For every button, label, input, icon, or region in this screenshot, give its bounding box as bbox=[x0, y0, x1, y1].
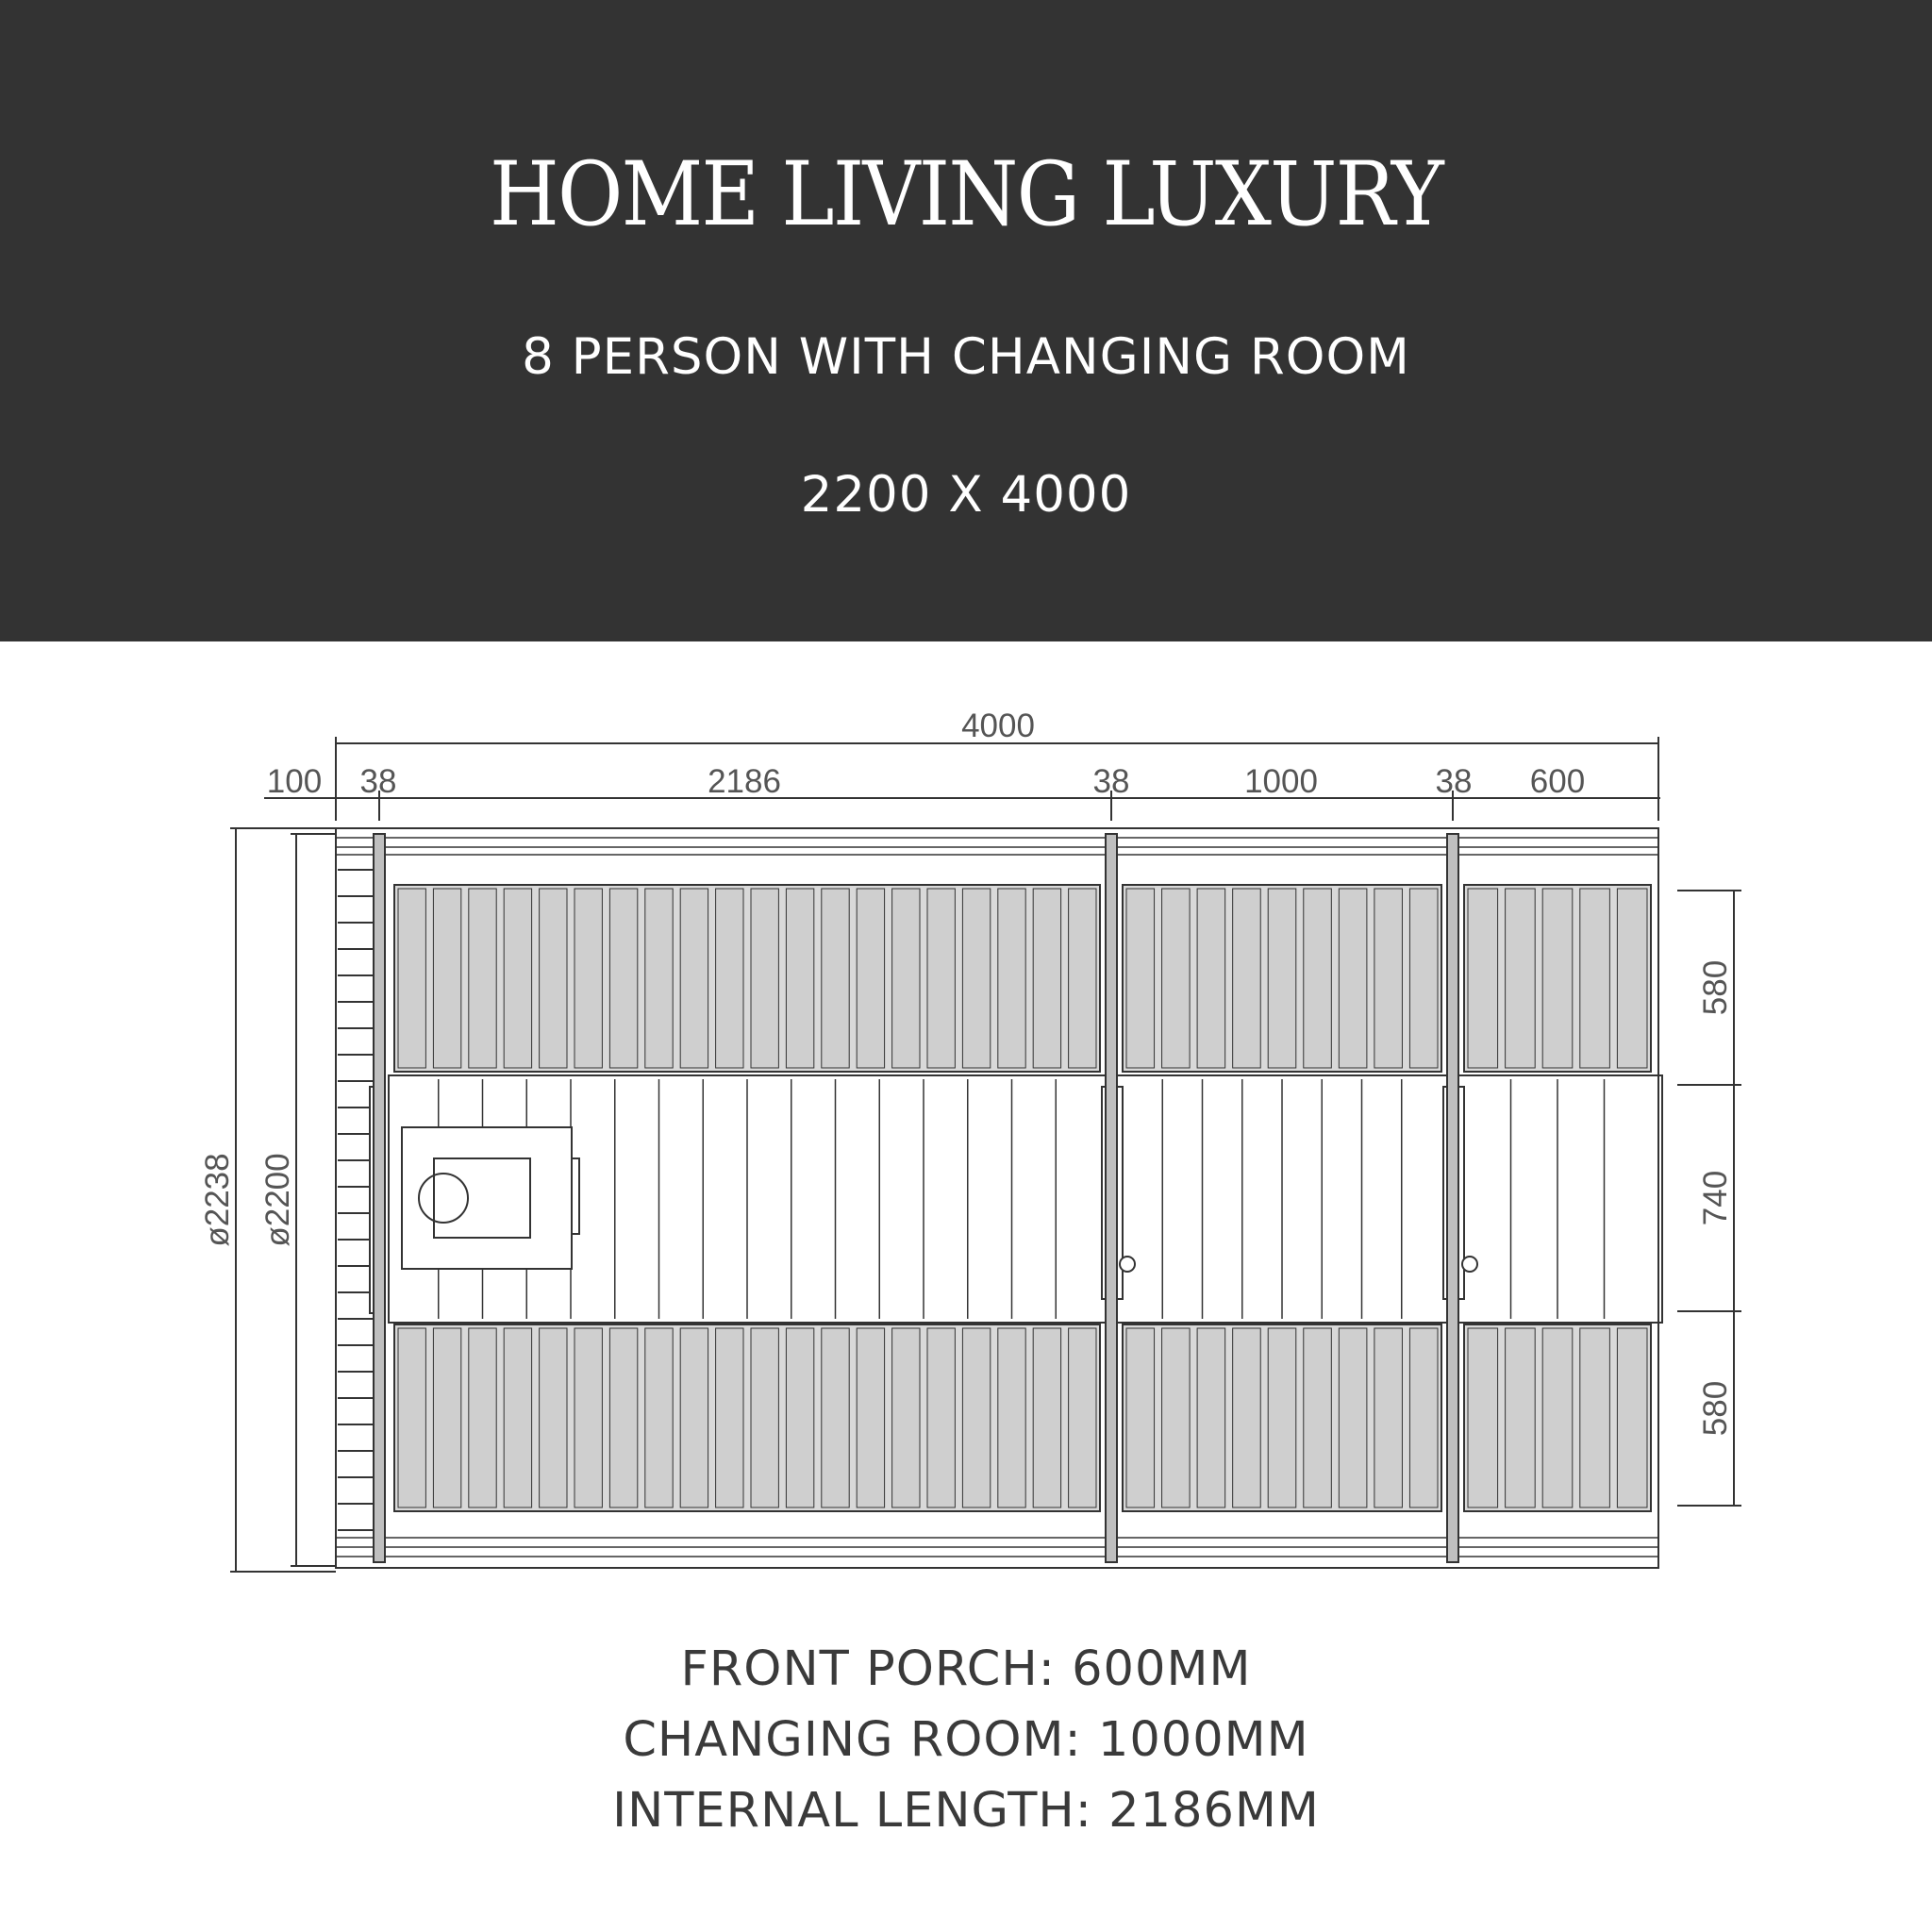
dim-porch-length: 600 bbox=[1529, 763, 1586, 800]
note-internal-length: INTERNAL LENGTH: 2186MM bbox=[612, 1783, 1320, 1839]
bench-slat bbox=[1069, 1328, 1096, 1507]
dim-sauna-length: 2186 bbox=[708, 763, 781, 800]
bench-slat bbox=[751, 889, 778, 1068]
dim-wall-right: 38 bbox=[1435, 763, 1473, 800]
bench-slat bbox=[927, 1328, 955, 1507]
bench-slat bbox=[716, 889, 743, 1068]
stove bbox=[402, 1127, 579, 1269]
bench-slat bbox=[1126, 889, 1155, 1068]
bench-slat bbox=[786, 1328, 813, 1507]
bench-slat bbox=[680, 1328, 708, 1507]
bench-slat bbox=[1339, 889, 1367, 1068]
bench-slat bbox=[962, 1328, 990, 1507]
bench-panel bbox=[394, 1324, 1100, 1511]
bench-slat bbox=[1374, 889, 1403, 1068]
bench-slat bbox=[1268, 1328, 1296, 1507]
bench-slat bbox=[1162, 889, 1191, 1068]
note-front-porch: FRONT PORCH: 600MM bbox=[680, 1641, 1252, 1697]
product-dimensions: 2200 X 4000 bbox=[800, 466, 1132, 524]
bench-slat bbox=[1233, 889, 1261, 1068]
bench-slat bbox=[1339, 1328, 1367, 1507]
bench-slat bbox=[1506, 1328, 1536, 1507]
bench-slat bbox=[1617, 889, 1647, 1068]
bench-slat bbox=[1069, 889, 1096, 1068]
bench-slat bbox=[1304, 889, 1332, 1068]
bench-slat bbox=[1542, 1328, 1573, 1507]
bench-top-slats bbox=[394, 885, 1651, 1072]
bench-slat bbox=[433, 889, 460, 1068]
dim-wall-left: 38 bbox=[359, 763, 397, 800]
bench-slat bbox=[1033, 1328, 1060, 1507]
product-subtitle: 8 PERSON WITH CHANGING ROOM bbox=[522, 328, 1410, 386]
bench-slat bbox=[1126, 1328, 1155, 1507]
bench-slat bbox=[857, 889, 884, 1068]
bench-slat bbox=[998, 889, 1025, 1068]
bench-slat bbox=[645, 1328, 673, 1507]
note-changing-room: CHANGING ROOM: 1000MM bbox=[623, 1712, 1309, 1768]
dim-inner-diameter: ø2200 bbox=[259, 1153, 296, 1247]
bench-panel bbox=[394, 885, 1100, 1072]
bench-slat bbox=[1409, 889, 1438, 1068]
bench-slat bbox=[1033, 889, 1060, 1068]
header-banner bbox=[0, 0, 1932, 641]
bench-slat bbox=[786, 889, 813, 1068]
bench-slat bbox=[716, 1328, 743, 1507]
bench-slat bbox=[398, 1328, 425, 1507]
bench-slat bbox=[1233, 1328, 1261, 1507]
bench-slat bbox=[1197, 1328, 1225, 1507]
bench-slat bbox=[822, 1328, 849, 1507]
bench-slat bbox=[645, 889, 673, 1068]
bench-slat bbox=[1197, 889, 1225, 1068]
bench-slat bbox=[1580, 1328, 1610, 1507]
bench-slat bbox=[469, 889, 496, 1068]
bench-slat bbox=[469, 1328, 496, 1507]
bench-slat bbox=[575, 1328, 602, 1507]
dim-wall-mid: 38 bbox=[1092, 763, 1130, 800]
dim-bench-top: 580 bbox=[1697, 959, 1734, 1016]
dim-floor-center: 740 bbox=[1697, 1170, 1734, 1226]
floor-plan-drawing bbox=[0, 641, 1932, 1651]
bench-slat bbox=[751, 1328, 778, 1507]
bench-slat bbox=[822, 889, 849, 1068]
dim-bench-bottom: 580 bbox=[1697, 1380, 1734, 1437]
dim-changing-length: 1000 bbox=[1244, 763, 1318, 800]
bench-slat bbox=[1506, 889, 1536, 1068]
dim-eave: 100 bbox=[266, 763, 323, 800]
bench-slat bbox=[927, 889, 955, 1068]
bench-slat bbox=[892, 889, 920, 1068]
bench-slat bbox=[1542, 889, 1573, 1068]
bench-slat bbox=[433, 1328, 460, 1507]
bench-bottom-slats bbox=[394, 1324, 1651, 1511]
bench-slat bbox=[1580, 889, 1610, 1068]
bench-slat bbox=[1468, 1328, 1498, 1507]
bench-slat bbox=[575, 889, 602, 1068]
bench-slat bbox=[1468, 889, 1498, 1068]
bench-slat bbox=[504, 1328, 531, 1507]
bench-slat bbox=[1617, 1328, 1647, 1507]
bench-slat bbox=[1162, 1328, 1191, 1507]
bench-slat bbox=[609, 889, 637, 1068]
bench-slat bbox=[680, 889, 708, 1068]
brand-title: HOME LIVING LUXURY bbox=[490, 143, 1442, 246]
bench-slat bbox=[857, 1328, 884, 1507]
bench-slat bbox=[1304, 1328, 1332, 1507]
bench-slat bbox=[1268, 889, 1296, 1068]
bench-slat bbox=[998, 1328, 1025, 1507]
dim-overall-length: 4000 bbox=[961, 708, 1035, 744]
bench-slat bbox=[1374, 1328, 1403, 1507]
bench-slat bbox=[892, 1328, 920, 1507]
bench-slat bbox=[609, 1328, 637, 1507]
dim-outer-diameter: ø2238 bbox=[199, 1153, 236, 1247]
bench-slat bbox=[398, 889, 425, 1068]
notes-block bbox=[0, 1634, 1932, 1846]
bench-slat bbox=[540, 889, 567, 1068]
bench-slat bbox=[504, 889, 531, 1068]
bench-slat bbox=[1409, 1328, 1438, 1507]
bench-slat bbox=[540, 1328, 567, 1507]
bench-slat bbox=[962, 889, 990, 1068]
